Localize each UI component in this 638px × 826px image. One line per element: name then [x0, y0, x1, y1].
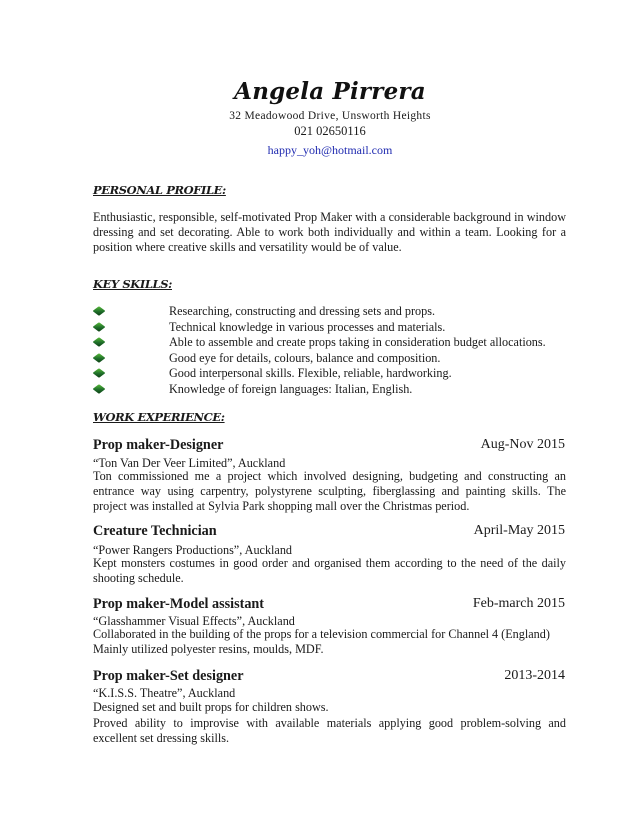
job-description: Collaborated in the building of the props for a television commercial for Channel 4 (England) Mainly utilized polyester resins, moulds, MDF. — [93, 627, 550, 656]
phone-number: 021 02650116 — [294, 124, 366, 138]
job-company: “Glasshammer Visual Effects”, Auckland — [93, 614, 295, 628]
skills-list — [93, 304, 573, 397]
job-title: Prop maker-Model assistant — [93, 596, 265, 612]
profile-heading: PERSONAL PROFILE: — [93, 183, 226, 197]
green-diamond-bullet-icon — [93, 368, 106, 378]
green-diamond-bullet-icon — [93, 337, 106, 347]
profile-text: Enthusiastic, responsible, self-motivated Prop Maker with a considerable background in window dressing and set decorating. Able to work both individually and within a team. Looking for a position where creative skills and versatility would be of value. — [93, 210, 566, 254]
skill-item — [93, 304, 573, 320]
green-diamond-bullet-icon — [93, 322, 106, 332]
job-company: “Ton Van Der Veer Limited”, Auckland — [93, 456, 286, 470]
candidate-name: Angela Pirrera — [234, 78, 426, 105]
skill-text: Researching, constructing and dressing sets and props. — [169, 304, 436, 318]
job-dates: 2013-2014 — [504, 668, 565, 683]
job-description: Ton commissioned me a project which involved designing, budgeting and constructing an entrance way using carpentry, polystyrene sculpting, fiberglassing and painting skills. The project was installed at Sylvia Park shopping mall over the Christmas period. — [93, 469, 566, 513]
skills-heading: KEY SKILLS: — [93, 277, 172, 291]
skill-text: Good eye for details, colours, balance and composition. — [169, 350, 441, 365]
skill-text: Able to assemble and create props taking in consideration budget allocations. — [169, 335, 546, 349]
green-diamond-bullet-icon — [93, 353, 106, 363]
skill-item — [93, 320, 573, 336]
skill-text: Good interpersonal skills. Flexible, reliable, hardworking. — [169, 366, 452, 380]
green-diamond-bullet-icon — [93, 384, 106, 394]
job-dates: Feb-march 2015 — [472, 596, 565, 611]
job-company: “K.I.S.S. Theatre”, Auckland — [93, 686, 236, 700]
job-title: Creature Technician — [93, 523, 217, 539]
skill-text: Technical knowledge in various processes and materials. — [169, 319, 446, 334]
experience-heading: WORK EXPERIENCE: — [93, 410, 225, 424]
job-title: Prop maker-Set designer — [93, 668, 244, 684]
skill-item — [93, 351, 573, 367]
skill-item — [93, 382, 573, 398]
skill-text: Knowledge of foreign languages: Italian, English. — [169, 381, 413, 396]
email-link[interactable]: happy_yoh@hotmail.com — [267, 143, 393, 157]
job-company: “Power Rangers Productions”, Auckland — [93, 543, 293, 557]
skill-item — [93, 335, 573, 351]
job-description: Designed set and built props for children shows. — [93, 700, 329, 714]
job-description: Proved ability to improvise with available materials applying good problem-solving and excellent set dressing skills. — [93, 716, 566, 745]
job-description: Kept monsters costumes in good order and organised them according to the need of the daily shooting schedule. — [93, 556, 566, 585]
job-dates: April-May 2015 — [473, 523, 565, 538]
job-title: Prop maker-Designer — [93, 437, 224, 453]
job-dates: Aug-Nov 2015 — [480, 437, 565, 452]
address: 32 Meadowood Drive, Unsworth Heights — [229, 110, 431, 122]
skill-item — [93, 366, 573, 382]
green-diamond-bullet-icon — [93, 306, 106, 316]
